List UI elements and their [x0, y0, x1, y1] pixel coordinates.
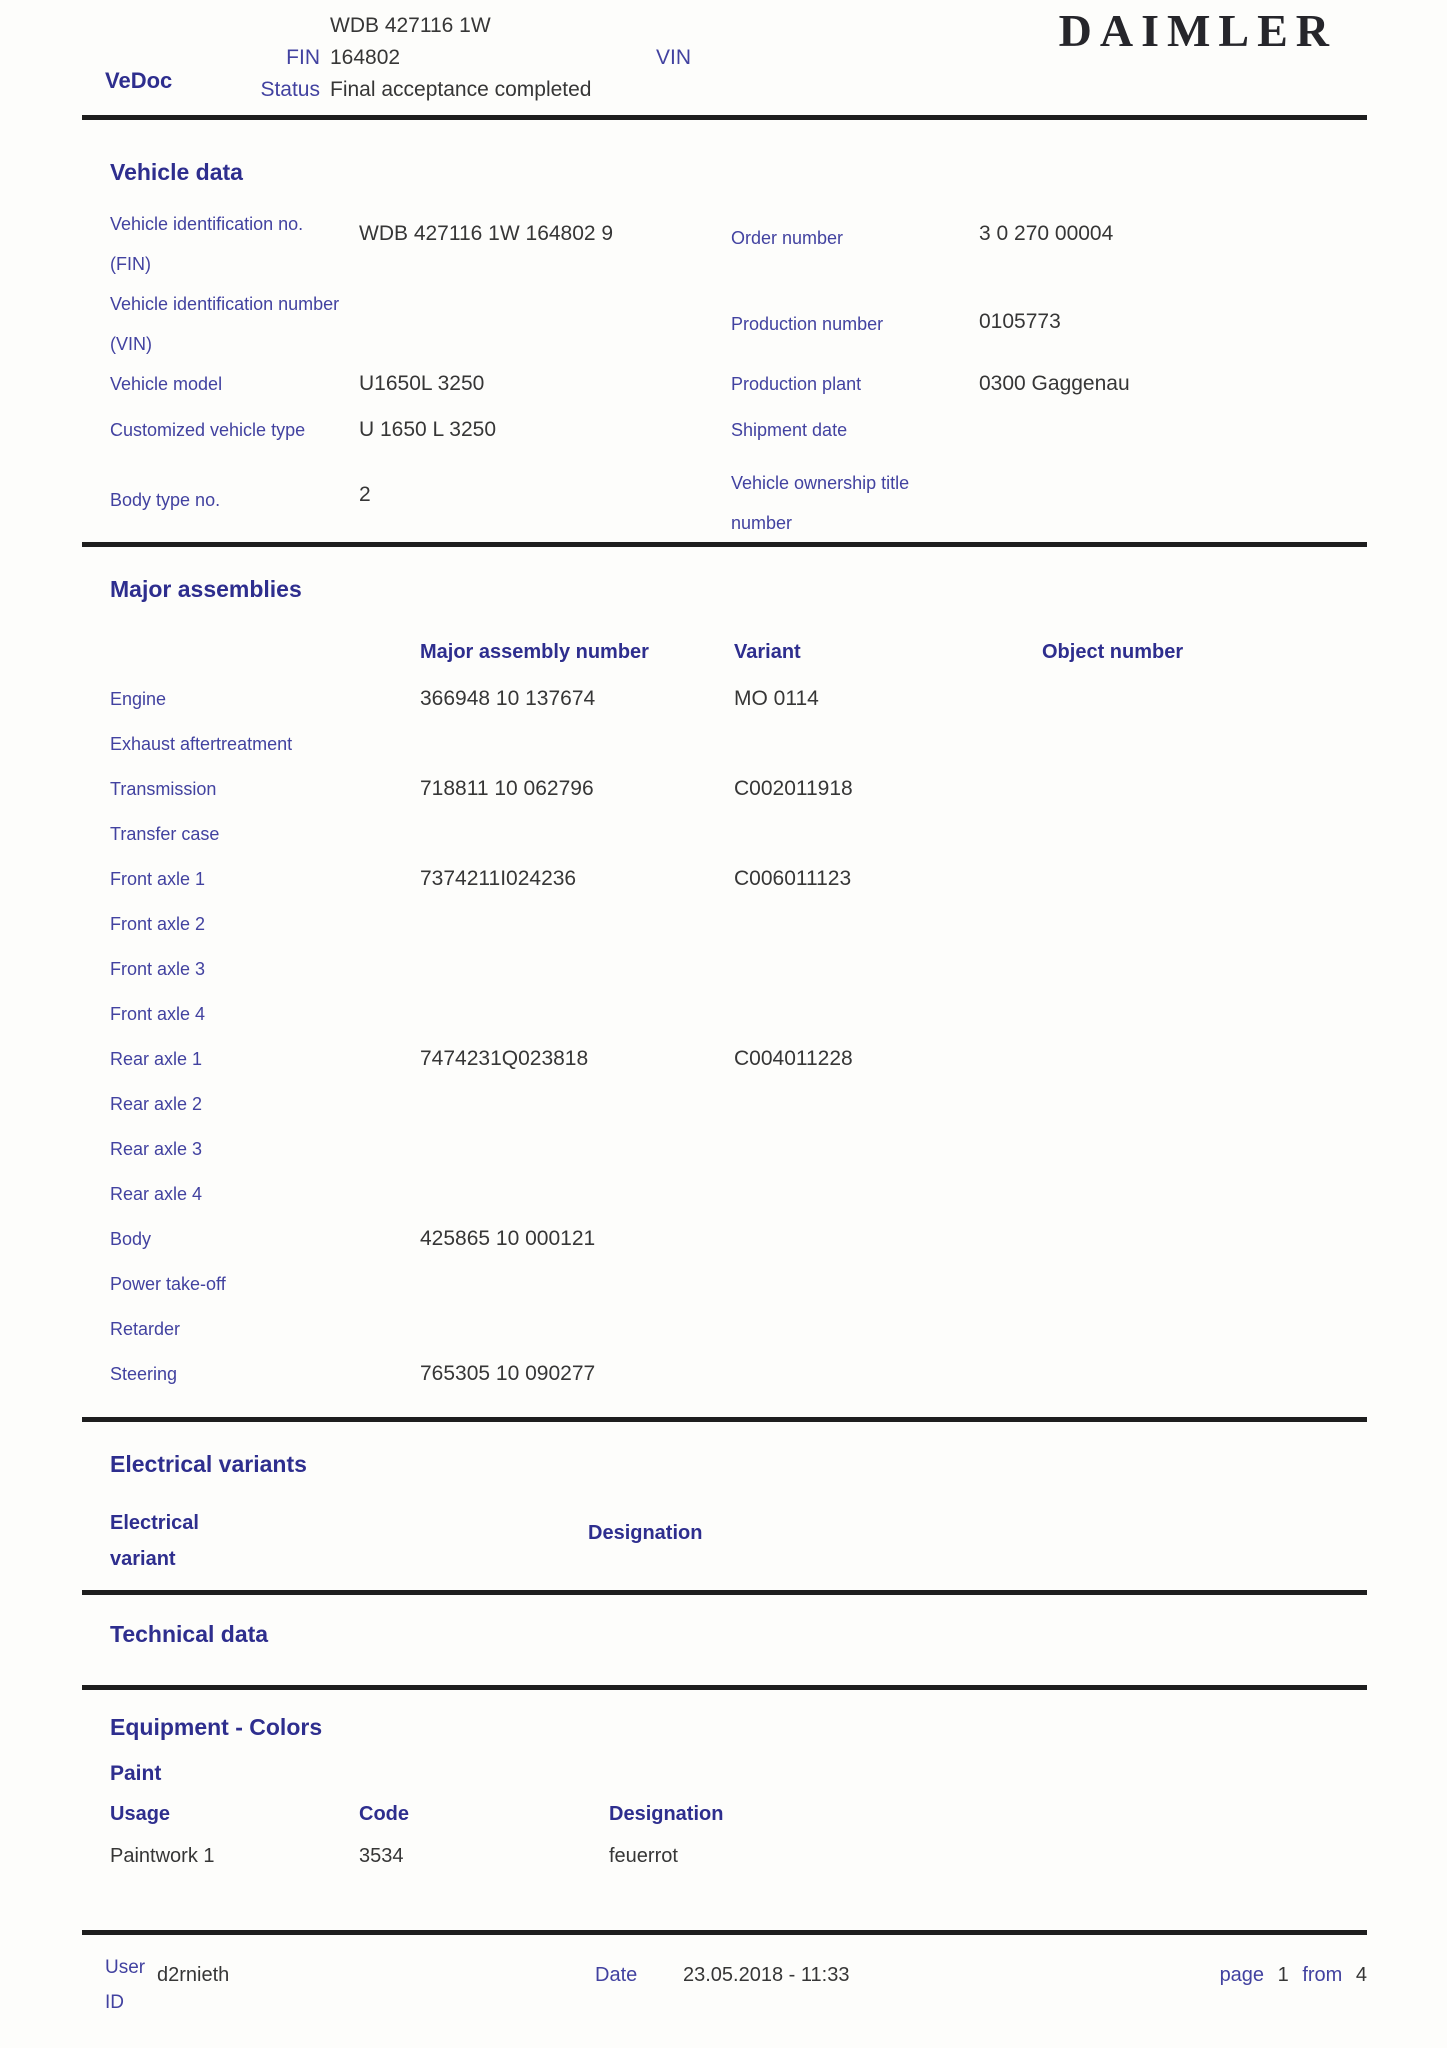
- row-label: Exhaust aftertreatment: [110, 734, 293, 754]
- object-number: [1042, 1316, 1367, 1361]
- date-value: 23.05.2018 - 11:33: [683, 1964, 850, 1986]
- variant: MO 0114: [734, 687, 819, 710]
- field-value: WDB 427116 1W 164802 9: [359, 222, 614, 245]
- object-number: [1042, 1271, 1367, 1316]
- paint-subheading: Paint: [110, 1762, 162, 1785]
- table-row: [110, 866, 1367, 911]
- spacer: [110, 639, 420, 665]
- field-value: U1650L 3250: [359, 372, 485, 395]
- row-label: Transfer case: [110, 824, 220, 844]
- section-title: Equipment - Colors: [110, 1714, 323, 1740]
- column-header: Code: [359, 1803, 409, 1825]
- assembly-number: [420, 1136, 734, 1181]
- table-row: [110, 1843, 1367, 1869]
- row-label: Engine: [110, 689, 167, 709]
- status-row: [210, 74, 592, 106]
- variant: [734, 1091, 1042, 1136]
- user-id-label: User ID: [105, 1957, 146, 2013]
- assembly-number: [420, 731, 734, 776]
- daimler-logo: DAIMLER: [1058, 5, 1337, 56]
- field-value: 0105773: [979, 310, 1061, 333]
- section-title: Vehicle data: [110, 159, 243, 185]
- table-row: [110, 1316, 1367, 1361]
- object-number: [1042, 1136, 1367, 1181]
- row-label: Power take-off: [110, 1274, 226, 1294]
- status-value: Final acceptance completed: [330, 78, 592, 101]
- field-value: U 1650 L 3250: [359, 418, 497, 441]
- assembly-number: 765305 10 090277: [420, 1362, 596, 1385]
- row-label: Front axle 1: [110, 869, 206, 889]
- assembly-number: 425865 10 000121: [420, 1227, 596, 1250]
- paint-usage: Paintwork 1: [110, 1845, 215, 1867]
- row-label: Front axle 2: [110, 914, 206, 934]
- field-label: Production number: [731, 314, 884, 334]
- section-electrical-variants: [82, 1417, 1367, 1577]
- assembly-number: [420, 911, 734, 956]
- section-title: Technical data: [110, 1621, 269, 1647]
- object-number: [1042, 866, 1367, 911]
- table-row: [110, 1271, 1367, 1316]
- table-row: [110, 1361, 1367, 1406]
- variant: [734, 1271, 1042, 1316]
- assembly-number: 7374211I024236: [420, 867, 577, 890]
- fin-value: 164802: [330, 46, 401, 69]
- column-header: Variant: [734, 641, 801, 663]
- page-total: 4: [1355, 1964, 1367, 1986]
- field-label: Order number: [731, 228, 844, 248]
- paint-designation: feuerrot: [609, 1845, 678, 1867]
- field-label: Body type no.: [110, 490, 221, 510]
- variant: [734, 1316, 1042, 1361]
- variant: [734, 1361, 1042, 1406]
- page-header: [0, 0, 1447, 115]
- user-id-value: d2rnieth: [157, 1964, 230, 1986]
- field-label: Production plant: [731, 374, 862, 394]
- row-label: Rear axle 2: [110, 1094, 203, 1114]
- table-row: [110, 776, 1367, 821]
- vehicle-code: WDB 427116 1W: [330, 14, 491, 37]
- field-value: 0300 Gaggenau: [979, 372, 1130, 395]
- section-major-assemblies: [82, 542, 1367, 1406]
- fin-row: [210, 42, 692, 74]
- empty-label: [210, 10, 320, 42]
- row-label: Retarder: [110, 1319, 181, 1339]
- field-label: Vehicle ownership title number: [731, 473, 910, 533]
- object-number: [1042, 1001, 1367, 1046]
- field-row: [110, 204, 1367, 284]
- vehicle-code-row: [210, 10, 592, 42]
- assembly-number: [420, 956, 734, 1001]
- row-label: Body: [110, 1229, 152, 1249]
- row-label: Front axle 4: [110, 1004, 206, 1024]
- section-title: Major assemblies: [110, 576, 302, 602]
- from-word: from: [1302, 1964, 1343, 1986]
- column-header: Major assembly number: [420, 641, 649, 663]
- page-footer: [82, 1930, 1367, 2020]
- column-header: Designation: [609, 1803, 724, 1825]
- field-value: 2: [359, 483, 371, 506]
- object-number: [1042, 731, 1367, 776]
- table-row: [110, 1136, 1367, 1181]
- fin-label: FIN: [286, 46, 320, 69]
- assembly-number: [420, 1181, 734, 1226]
- field-row: [110, 410, 1367, 458]
- variant: [734, 911, 1042, 956]
- variant: [734, 1136, 1042, 1181]
- field-row: [110, 284, 1367, 364]
- table-row: [110, 911, 1367, 956]
- assembly-number: 718811 10 062796: [420, 777, 594, 800]
- page-number: 1: [1277, 1964, 1289, 1986]
- field-label: Vehicle identification number (VIN): [110, 294, 340, 354]
- section-equipment-colors: [82, 1685, 1367, 1869]
- object-number: [1042, 776, 1367, 821]
- table-row: [110, 1226, 1367, 1271]
- variant: C004011228: [734, 1047, 853, 1070]
- assembly-number: [420, 1271, 734, 1316]
- section-vehicle-data: [82, 115, 1367, 543]
- object-number: [1042, 821, 1367, 866]
- assemblies-table-body: [110, 686, 1367, 1406]
- row-label: Rear axle 1: [110, 1049, 203, 1069]
- field-label: Vehicle identification no. (FIN): [110, 214, 304, 274]
- row-label: Steering: [110, 1364, 178, 1384]
- table-row: [110, 1001, 1367, 1046]
- table-row: [110, 731, 1367, 776]
- variant: C006011123: [734, 867, 852, 890]
- field-label: Customized vehicle type: [110, 420, 306, 440]
- variant: [734, 1001, 1042, 1046]
- variant: [734, 731, 1042, 776]
- object-number: [1042, 1091, 1367, 1136]
- section-title: Electrical variants: [110, 1451, 307, 1477]
- vehicle-data-grid: [110, 204, 1367, 543]
- assembly-number: [420, 1091, 734, 1136]
- field-row: [110, 364, 1367, 410]
- field-label: Shipment date: [731, 420, 848, 440]
- table-row: [110, 1091, 1367, 1136]
- column-header: Object number: [1042, 641, 1184, 663]
- electrical-table-header: [110, 1505, 1367, 1577]
- object-number: [1042, 1226, 1367, 1271]
- object-number: [1042, 956, 1367, 1001]
- row-label: Front axle 3: [110, 959, 206, 979]
- field-label: Vehicle model: [110, 374, 223, 394]
- variant: [734, 1181, 1042, 1226]
- assembly-number: 366948 10 137674: [420, 687, 596, 710]
- page-word: page: [1219, 1964, 1265, 1986]
- assembly-number: [420, 1316, 734, 1361]
- table-header: [110, 639, 1367, 665]
- table-row: [110, 956, 1367, 1001]
- header-id-block: [210, 10, 692, 106]
- table-row: [110, 1181, 1367, 1226]
- variant: [734, 1226, 1042, 1271]
- app-title: VeDoc: [105, 68, 173, 93]
- row-label: Rear axle 4: [110, 1184, 203, 1204]
- variant: [734, 821, 1042, 866]
- table-row: [110, 1046, 1367, 1091]
- column-header: Electrical variant: [110, 1512, 199, 1570]
- column-header: Usage: [110, 1803, 171, 1825]
- column-header: Designation: [588, 1522, 703, 1544]
- vin-label: VIN: [656, 46, 692, 69]
- date-label: Date: [595, 1964, 638, 1986]
- object-number: [1042, 1181, 1367, 1226]
- object-number: [1042, 1361, 1367, 1406]
- assembly-number: [420, 1001, 734, 1046]
- variant: C002011918: [734, 777, 853, 800]
- row-label: Rear axle 3: [110, 1139, 203, 1159]
- row-label: Transmission: [110, 779, 217, 799]
- object-number: [1042, 1046, 1367, 1091]
- field-row: [110, 458, 1367, 543]
- table-row: [110, 686, 1367, 731]
- paint-table-header: [110, 1801, 1367, 1827]
- paint-code: 3534: [359, 1845, 404, 1867]
- assembly-number: [420, 821, 734, 866]
- table-row: [110, 821, 1367, 866]
- object-number: [1042, 686, 1367, 731]
- assembly-number: 7474231Q023818: [420, 1047, 589, 1070]
- object-number: [1042, 911, 1367, 956]
- page-indicator: [983, 1950, 1367, 2020]
- variant: [734, 956, 1042, 1001]
- status-label: Status: [260, 78, 320, 101]
- field-value: 3 0 270 00004: [979, 222, 1114, 245]
- section-technical-data: [82, 1590, 1367, 1648]
